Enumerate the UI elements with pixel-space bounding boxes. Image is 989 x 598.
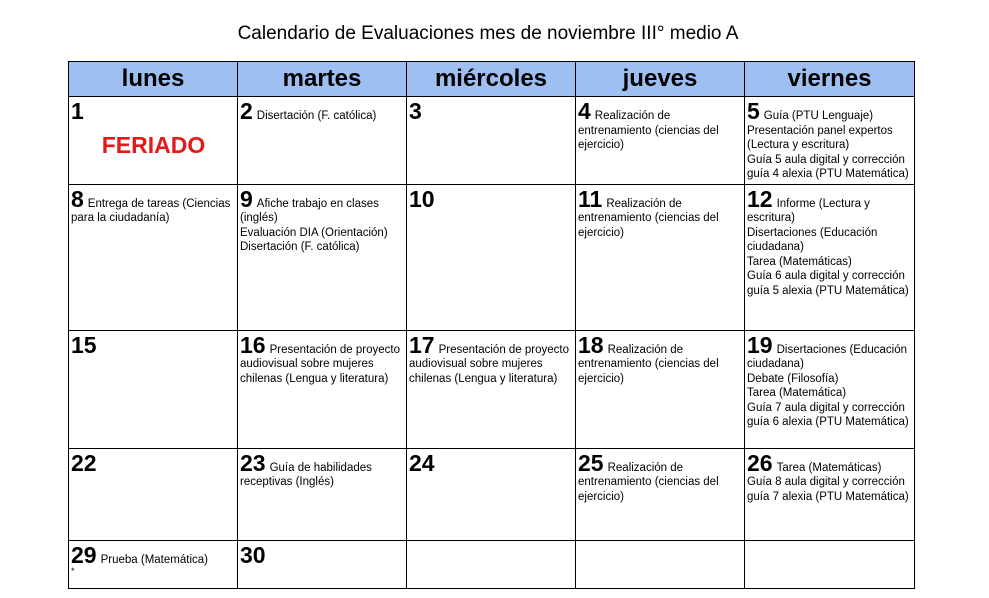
evaluation-text: Tarea (Matemáticas) [776,461,882,474]
day-number: 12 [747,185,773,212]
header-wednesday: miércoles [407,62,576,97]
day-cell-22 [69,448,238,540]
evaluation-line: Disertaciones (Educación ciudadana) [747,226,878,253]
day-cell-18 [576,330,745,448]
evaluation-calendar [68,61,915,589]
header-friday: viernes [745,62,915,97]
day-number: 30 [240,541,266,568]
week-row-5 [69,540,915,588]
day-number: 10 [409,185,435,212]
week-row-2 [69,184,915,330]
day-cell-24 [407,448,576,540]
day-cell-11 [576,184,745,330]
week-row-1 [69,97,915,185]
day-number: 26 [747,449,773,476]
day-number: 8 [71,185,84,212]
day-cell-23 [238,448,407,540]
day-cell-26 [745,448,915,540]
week-row-4 [69,448,915,540]
evaluation-text: Disertación (F. católica) [256,110,377,122]
day-cell-4 [576,97,745,185]
page-title: Calendario de Evaluaciones mes de noviembre III° medio A [237,23,739,44]
day-number: 15 [71,331,97,358]
evaluation-line: Guía 7 aula digital y corrección guía 6 alexia (PTU Matemática) [747,401,909,428]
day-number: 1 [71,98,84,124]
day-number: 11 [578,185,603,212]
evaluation-line: Disertación (F. católica) [240,241,360,253]
evaluation-text: Afiche trabajo en clases (inglés) [240,197,379,224]
evaluation-line: Evaluación DIA (Orientación) [240,226,388,239]
day-number: 22 [71,449,97,476]
weekday-header-row [69,62,915,97]
header-thursday: jueves [576,62,745,97]
day-cell-1 [69,97,238,185]
day-number: 23 [240,449,266,476]
empty-cell [576,540,745,588]
evaluation-line: Tarea (Matemáticas) [747,255,852,268]
evaluation-line: Tarea (Matemática) [747,387,847,399]
day-cell-12 [745,184,915,330]
day-cell-2 [238,97,407,185]
evaluation-line: Guía 5 aula digital y corrección guía 4 alexia (PTU Matemática) [747,153,909,180]
empty-cell [745,540,915,588]
day-number: 24 [409,449,435,476]
day-cell-25 [576,448,745,540]
day-cell-8 [69,184,238,330]
day-number: 19 [747,331,773,358]
day-cell-10 [407,184,576,330]
footnote-mark: * [71,566,75,576]
day-cell-19 [745,330,915,448]
day-number: 25 [578,449,604,476]
holiday-label: FERIADO [101,131,206,158]
day-cell-16 [238,330,407,448]
day-cell-30 [238,540,407,588]
day-number: 9 [240,185,253,212]
evaluation-line: Guía 8 aula digital y corrección guía 7 alexia (PTU Matemática) [747,476,909,503]
evaluation-line: Guía 6 aula digital y corrección guía 5 alexia (PTU Matemática) [747,270,909,297]
evaluation-line: Debate (Filosofía) [747,372,839,385]
empty-cell [407,540,576,588]
day-number: 16 [240,331,266,358]
evaluation-text: Realización de entrenamiento (ciencias del ejercicio) [578,197,719,239]
day-number: 5 [747,98,760,124]
evaluation-text: Guía (PTU Lenguaje) [763,110,874,122]
day-cell-9 [238,184,407,330]
day-number: 29 [71,541,97,568]
header-tuesday: martes [238,62,407,97]
header-monday: lunes [69,62,238,97]
day-number: 4 [578,98,591,124]
day-number: 18 [578,331,604,358]
evaluation-text: Prueba (Matemática) [100,553,208,566]
evaluation-text: Presentación de proyecto audiovisual sobre mujeres chilenas (Lengua y literatura) [240,343,401,385]
evaluation-line: Presentación panel expertos (Lectura y escritura) [747,124,893,151]
evaluation-text: Disertaciones (Educación ciudadana) [747,343,907,370]
evaluation-text: Realización de entrenamiento (ciencias del ejercicio) [578,110,719,151]
evaluation-text: Presentación de proyecto audiovisual sobre mujeres chilenas (Lengua y literatura) [409,343,570,385]
evaluation-text: Realización de entrenamiento (ciencias del ejercicio) [578,461,719,503]
day-cell-29 [69,540,238,588]
evaluation-text: Entrega de tareas (Ciencias para la ciudadanía) [71,197,231,224]
day-cell-17 [407,330,576,448]
evaluation-text: Realización de entrenamiento (ciencias del ejercicio) [578,343,719,385]
day-number: 3 [409,98,422,124]
day-number: 17 [409,331,435,358]
evaluation-text: Guía de habilidades receptivas (Inglés) [240,461,372,488]
week-row-3 [69,330,915,448]
day-cell-3 [407,97,576,185]
evaluation-text: Informe (Lectura y escritura) [747,197,870,224]
day-cell-5 [745,97,915,185]
day-cell-15 [69,330,238,448]
day-number: 2 [240,98,253,124]
